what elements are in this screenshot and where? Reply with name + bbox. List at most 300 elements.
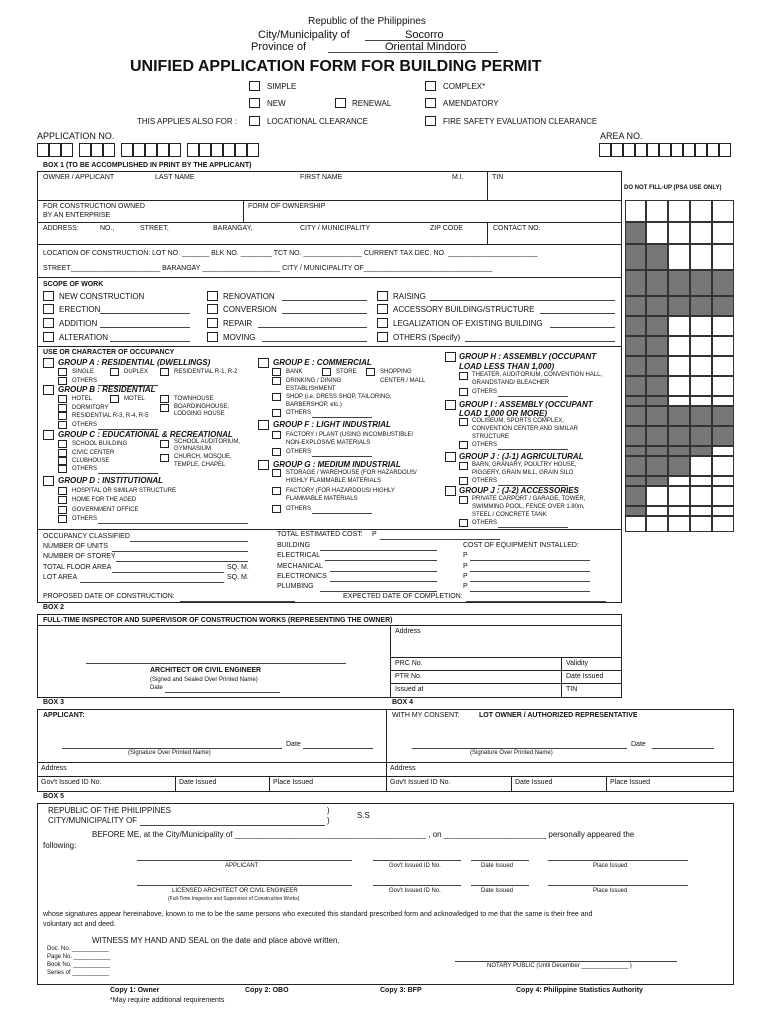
duplex-label: DUPLEX	[124, 369, 149, 375]
application-no-cell[interactable]	[103, 143, 115, 157]
psa-grid-cell	[690, 222, 712, 244]
amendatory-label: AMENDATORY	[443, 99, 499, 108]
box3-address-label: Address	[41, 765, 67, 772]
construction-owned-label: FOR CONSTRUCTION OWNED	[43, 203, 145, 210]
copy1: Copy 1: Owner	[110, 987, 160, 994]
whose-text-2: voluntary act and deed.	[43, 921, 116, 928]
area-no-cell[interactable]	[599, 143, 611, 157]
others-scope-label: OTHERS (Specify)	[393, 333, 461, 342]
equip-plumbing-p: P	[463, 583, 468, 590]
page-no[interactable]: Page No. ___________	[47, 954, 111, 960]
psa-grid-cell	[712, 506, 734, 516]
group-j2-label: GROUP J : (J-2) ACCESSORIES	[459, 486, 579, 495]
residential-r3-label: RESIDENTIAL R-3, R-4, R-5	[72, 413, 149, 419]
barangay-label: BARANGAY,	[213, 225, 253, 232]
complex-checkbox[interactable]	[425, 81, 436, 91]
lodging-label: LODGING HOUSE	[174, 411, 225, 417]
box3-place-issued-label: Place Issued	[273, 779, 314, 786]
alteration-label: ALTERATION	[59, 333, 109, 342]
psa-grid-cell	[625, 506, 646, 516]
psa-grid-cell	[646, 446, 668, 456]
psa-grid-cell	[690, 336, 712, 356]
alteration-checkbox[interactable]	[43, 332, 54, 342]
signed-label: (Signed and Sealed Over Printed Name)	[150, 677, 258, 683]
province-value[interactable]: Oriental Mindoro	[385, 41, 467, 53]
church-checkbox[interactable]	[160, 454, 169, 462]
addr-no-label: NO.,	[100, 225, 115, 232]
box3-gov-id-label: Gov't Issued ID No.	[41, 779, 102, 786]
group-i-checkbox[interactable]	[445, 400, 456, 410]
application-no-cell[interactable]	[157, 143, 169, 157]
psa-grid-cell	[625, 476, 646, 486]
box3-date-label: Date	[286, 741, 301, 748]
applies-also-label: THIS APPLIES ALSO FOR :	[137, 117, 238, 126]
psa-grid-cell	[625, 456, 646, 476]
form-ownership-label: FORM OF OWNERSHIP	[248, 203, 326, 210]
others-g-checkbox[interactable]	[272, 505, 281, 513]
equipment-cost-label: COST OF EQUIPMENT INSTALLED:	[463, 542, 579, 549]
psa-grid-cell	[646, 356, 668, 376]
dormitory-label: DORMITORY	[72, 405, 109, 411]
carport-label: PRIVATE CARPORT / GARAGE, TOWER,	[472, 496, 586, 502]
electrical-label: ELECTRICAL	[277, 552, 321, 559]
others-e-checkbox[interactable]	[272, 409, 281, 417]
conversion-label: CONVERSION	[223, 305, 277, 314]
psa-grid-cell	[625, 426, 646, 446]
application-no-cell[interactable]	[169, 143, 181, 157]
bank-checkbox[interactable]	[272, 368, 281, 376]
psa-grid-cell	[625, 406, 646, 426]
legalization-checkbox[interactable]	[377, 318, 388, 328]
complex-label: COMPLEX*	[443, 82, 486, 91]
box2-date-issued-label: Date Issued	[566, 673, 604, 680]
townhouse-label: TOWNHOUSE	[174, 396, 214, 402]
proposed-date-label: PROPOSED DATE OF CONSTRUCTION:	[43, 593, 175, 600]
box4-gov-id-label: Gov't Issued ID No.	[390, 779, 451, 786]
non-explosive-label: NON-EXPLOSIVE MATERIALS	[286, 440, 371, 446]
psa-grid-cell	[625, 376, 646, 396]
center-mall-label: CENTER / MALL	[380, 378, 426, 384]
group-j1-checkbox[interactable]	[445, 452, 456, 462]
area-no-cell[interactable]	[647, 143, 659, 157]
school-checkbox[interactable]	[58, 440, 67, 448]
box4-place-issued-label: Place Issued	[610, 779, 651, 786]
church-label: CHURCH, MOSQUE,	[174, 454, 232, 460]
lot-area-unit: SQ. M.	[227, 574, 249, 581]
load-1000-label: LOAD LESS THAN 1,000)	[459, 362, 555, 371]
series-of[interactable]: Series of ___________	[47, 970, 110, 976]
occupancy-classified-label: OCCUPANCY CLASSIFIED	[43, 533, 130, 540]
psa-grid-cell	[625, 244, 646, 270]
temple-label: TEMPLE, CHAPEL	[174, 462, 226, 468]
psa-grid-cell	[690, 516, 712, 532]
box5-title: BOX 5	[43, 793, 65, 800]
equip-mechanical-p: P	[463, 573, 468, 580]
area-no-cell[interactable]	[707, 143, 719, 157]
repair-label: REPAIR	[223, 319, 253, 328]
psa-grid-cell	[625, 486, 646, 506]
single-checkbox[interactable]	[58, 368, 67, 376]
application-no-cell[interactable]	[61, 143, 73, 157]
address-label: ADDRESS:	[43, 225, 79, 232]
box2-frame	[37, 614, 622, 698]
amendatory-checkbox[interactable]	[425, 98, 436, 108]
gov-office-checkbox[interactable]	[58, 506, 67, 514]
psa-grid-cell	[690, 486, 712, 506]
equip-building-p: P	[463, 552, 468, 559]
occupancy-title: USE OR CHARACTER OF OCCUPANCY	[43, 349, 175, 356]
group-c-label: GROUP C : EDUCATIONAL & RECREATIONAL	[58, 430, 233, 439]
psa-grid-cell	[690, 476, 712, 486]
motel-label: MOTEL	[124, 396, 145, 402]
others-b-checkbox[interactable]	[58, 421, 67, 429]
factory-g-label: FACTORY (FOR HAZARDOUS/ HIGHLY	[286, 488, 395, 494]
mi-label: M.I.	[452, 174, 464, 181]
storage-checkbox[interactable]	[272, 469, 281, 477]
city-muni-label: CITY / MUNICIPALITY	[300, 225, 371, 232]
others-c-checkbox[interactable]	[58, 465, 67, 473]
storey-label: NUMBER OF STOREY	[43, 553, 116, 560]
group-d-checkbox[interactable]	[43, 476, 54, 486]
group-f-checkbox[interactable]	[258, 420, 269, 430]
box3-title: BOX 3	[43, 699, 65, 706]
group-a-checkbox[interactable]	[43, 358, 54, 368]
psa-grid-cell	[668, 270, 690, 296]
others-a-label: OTHERS	[72, 378, 98, 384]
others-a-checkbox[interactable]	[58, 377, 67, 385]
group-b-checkbox[interactable]	[43, 385, 54, 395]
psa-grid-cell	[646, 516, 668, 532]
others-j1-checkbox[interactable]	[459, 477, 468, 485]
store-label: STORE	[336, 369, 357, 375]
boardinghouse-checkbox[interactable]	[160, 404, 169, 412]
psa-grid-cell	[625, 222, 646, 244]
psa-grid-cell	[646, 222, 668, 244]
psa-grid-cell	[690, 296, 712, 316]
expected-date-label: EXPECTED DATE OF COMPLETION:	[343, 593, 463, 600]
application-no-cell[interactable]	[91, 143, 103, 157]
total-cost-label: TOTAL ESTIMATED COST:	[277, 531, 363, 538]
others-j2-checkbox[interactable]	[459, 519, 468, 527]
renewal-checkbox[interactable]	[335, 98, 346, 108]
bracket-1: )	[327, 806, 330, 815]
factory-g-checkbox[interactable]	[272, 487, 281, 495]
coliseum-checkbox[interactable]	[459, 418, 468, 426]
hotel-checkbox[interactable]	[58, 395, 67, 403]
psa-grid-cell	[646, 336, 668, 356]
others-scope-checkbox[interactable]	[377, 332, 388, 342]
box2-title: BOX 2	[43, 604, 65, 611]
application-no-cell[interactable]	[211, 143, 223, 157]
store-checkbox[interactable]	[322, 368, 331, 376]
psa-grid-cell	[712, 222, 734, 244]
electronics-label: ELECTRONICS	[277, 573, 327, 580]
renewal-label: RENEWAL	[352, 99, 392, 108]
group-h-label: GROUP H : ASSEMBLY (OCCUPANT	[459, 352, 597, 361]
erection-checkbox[interactable]	[43, 304, 54, 314]
psa-grid-cell	[668, 316, 690, 336]
moving-checkbox[interactable]	[207, 332, 218, 342]
hotel-label: HOTEL	[72, 396, 93, 402]
floor-area-label: TOTAL FLOOR AREA	[43, 564, 112, 571]
psa-grid-cell	[668, 406, 690, 426]
psa-grid-cell	[646, 476, 668, 486]
psa-note: DO NOT FILL-UP (PSA USE ONLY)	[624, 185, 722, 191]
units-label: NUMBER OF UNITS	[43, 543, 108, 550]
fulltime-label: (Full-Time Inspector and Supervisor of Construction Works)	[168, 896, 300, 902]
box5-applicant-label: APPLICANT	[225, 863, 259, 869]
psa-grid-cell	[690, 396, 712, 406]
auditorium-label: SCHOOL AUDITORIUM,	[174, 439, 241, 445]
copy2: Copy 2: OBO	[245, 987, 289, 994]
renovation-label: RENOVATION	[223, 292, 275, 301]
hospital-checkbox[interactable]	[58, 487, 67, 495]
psa-grid-cell	[646, 456, 668, 476]
home-aged-checkbox[interactable]	[58, 496, 67, 504]
group-h-checkbox[interactable]	[445, 352, 456, 362]
before-me-text: BEFORE ME, at the City/Municipality of ___________________________________________ , on _______________________ personally appeared the	[92, 830, 635, 839]
drinking-checkbox[interactable]	[272, 377, 281, 385]
renovation-checkbox[interactable]	[207, 291, 218, 301]
street-line[interactable]: STREET_______________________ BARANGAY ____________________ CITY / MUNICIPALITY OF_________________________________	[43, 265, 493, 272]
accessory-checkbox[interactable]	[377, 304, 388, 314]
issued-at-label: Issued at	[395, 686, 424, 693]
psa-grid-cell	[690, 426, 712, 446]
shopping-checkbox[interactable]	[366, 368, 375, 376]
total-cost-peso: P	[372, 531, 377, 538]
others-f-label: OTHERS	[286, 449, 312, 455]
consent-label: WITH MY CONSENT:	[392, 712, 460, 719]
swimming-label: SWIMMING POOL, FENCE OVER 1.80m,	[472, 504, 585, 510]
grandstand-label: GRANDSTAND/ BLEACHER	[472, 380, 550, 386]
addition-label: ADDITION	[59, 319, 98, 328]
fire-safety-checkbox[interactable]	[425, 116, 436, 126]
location-line[interactable]: LOCATION OF CONSTRUCTION: LOT NO. _______ BLK NO. ________ TCT NO. _______________ CURRENT TAX DEC. NO. _______________________	[43, 250, 538, 257]
psa-grid-cell	[712, 270, 734, 296]
psa-grid-cell	[646, 316, 668, 336]
hospital-label: HOSPITAL OR SIMILAR STRUCTURE	[72, 488, 177, 494]
residential-r3-checkbox[interactable]	[58, 412, 67, 420]
area-no-label: AREA NO.	[600, 131, 643, 141]
building-label: BUILDING	[277, 542, 311, 549]
barn-label: BARN, GRANARY, POULTRY HOUSE,	[472, 462, 577, 468]
psa-grid-cell	[625, 516, 646, 532]
application-no-cell[interactable]	[37, 143, 49, 157]
storage-label: STORAGE / WAREHOUSE (FOR HAZARDOUS/	[286, 470, 417, 476]
psa-grid-cell	[668, 376, 690, 396]
psa-grid-cell	[668, 446, 690, 456]
area-no-cell[interactable]	[635, 143, 647, 157]
new-construction-label: NEW CONSTRUCTION	[59, 292, 145, 301]
psa-grid-cell	[668, 336, 690, 356]
others-d-checkbox[interactable]	[58, 515, 67, 523]
carport-checkbox[interactable]	[459, 496, 468, 504]
floor-area-unit: SQ. M.	[227, 564, 249, 571]
home-aged-label: HOME FOR THE AGED	[72, 497, 137, 503]
auditorium-checkbox[interactable]	[160, 440, 169, 448]
psa-grid-cell	[646, 244, 668, 270]
owner-applicant-label: OWNER / APPLICANT	[43, 174, 115, 181]
barn-checkbox[interactable]	[459, 462, 468, 470]
motel-checkbox[interactable]	[110, 395, 119, 403]
addition-checkbox[interactable]	[43, 318, 54, 328]
new-label: NEW	[267, 99, 286, 108]
psa-grid-cell	[690, 244, 712, 270]
group-g-checkbox[interactable]	[258, 460, 269, 470]
others-f-checkbox[interactable]	[272, 448, 281, 456]
repair-checkbox[interactable]	[207, 318, 218, 328]
psa-grid-cell	[690, 200, 712, 222]
shop-label: SHOP (i.e. DRESS SHOP, TAILORING,	[286, 394, 392, 400]
duplex-checkbox[interactable]	[110, 368, 119, 376]
psa-grid-cell	[712, 336, 734, 356]
group-c-checkbox[interactable]	[43, 430, 54, 440]
witness-text: WITNESS MY HAND AND SEAL on the date and place above written.	[92, 936, 340, 945]
psa-grid-cell	[712, 516, 734, 532]
highly-flammable-label: HIGHLY FLAMMABLE MATERIALS	[286, 478, 382, 484]
last-name-label: LAST NAME	[155, 174, 195, 181]
piggery-label: PIGGERY, GRAIN MILL, GRAIN SILO	[472, 470, 574, 476]
others-i-label: OTHERS	[472, 442, 498, 448]
residential-r1-checkbox[interactable]	[160, 368, 169, 376]
new-construction-checkbox[interactable]	[43, 291, 54, 301]
applicant-label: APPLICANT:	[43, 712, 85, 719]
first-name-label: FIRST NAME	[300, 174, 343, 181]
psa-grid-cell	[668, 456, 690, 476]
townhouse-checkbox[interactable]	[160, 395, 169, 403]
steel-label: STEEL / CONCRETE TANK	[472, 512, 547, 518]
psa-grid-cell	[625, 446, 646, 456]
clubhouse-label: CLUBHOUSE	[72, 458, 110, 464]
group-i-label: GROUP I : ASSEMBLY (OCCUPANT	[459, 400, 593, 409]
simple-label: SIMPLE	[267, 82, 297, 91]
application-no-cell[interactable]	[79, 143, 91, 157]
area-no-cell[interactable]	[695, 143, 707, 157]
civic-label: CIVIC CENTER	[72, 450, 115, 456]
application-no-label: APPLICATION NO.	[37, 131, 115, 141]
box3-date-issued-label: Date Issued	[179, 779, 217, 786]
theater-checkbox[interactable]	[459, 372, 468, 380]
box5-gov-id-label-1: Gov't Issued ID No.	[389, 863, 441, 869]
psa-grid-cell	[712, 456, 734, 476]
box5-city: CITY/MUNICIPALITY OF	[48, 816, 138, 825]
others-i-checkbox[interactable]	[459, 441, 468, 449]
group-e-checkbox[interactable]	[258, 358, 269, 368]
drinking-label: DRINKING / DINING	[286, 378, 342, 384]
theater-label: THEATER, AUDITORIUM, CONVENTION HALL,	[472, 372, 603, 378]
city-value[interactable]: Socorro	[405, 29, 444, 41]
box2-date-label: Date	[150, 685, 163, 691]
area-no-cell[interactable]	[671, 143, 683, 157]
application-no-cell[interactable]	[133, 143, 145, 157]
area-no-cell[interactable]	[623, 143, 635, 157]
new-checkbox[interactable]	[249, 98, 260, 108]
clubhouse-checkbox[interactable]	[58, 457, 67, 465]
city-label: City/Municipality of	[258, 29, 350, 41]
shop-checkbox[interactable]	[272, 393, 281, 401]
psa-grid-cell	[625, 396, 646, 406]
others-j1-label: OTHERS	[472, 478, 498, 484]
psa-grid-cell	[668, 356, 690, 376]
bank-label: BANK	[286, 369, 303, 375]
doc-no[interactable]: Doc. No. ___________	[47, 946, 109, 952]
others-j2-label: OTHERS	[472, 520, 498, 526]
psa-grid-cell	[712, 406, 734, 426]
psa-grid-cell	[712, 376, 734, 396]
psa-grid-cell	[690, 356, 712, 376]
factory-f-checkbox[interactable]	[272, 431, 281, 439]
street-label: STREET,	[140, 225, 169, 232]
psa-grid-cell	[646, 396, 668, 406]
area-no-cell[interactable]	[611, 143, 623, 157]
application-no-cell[interactable]	[235, 143, 247, 157]
raising-label: RAISING	[393, 292, 426, 301]
group-j2-checkbox[interactable]	[445, 486, 456, 496]
others-b-label: OTHERS	[72, 422, 98, 428]
accessory-label: ACCESSORY BUILDING/STRUCTURE	[393, 305, 535, 314]
boardinghouse-label: BOARDINGHOUSE,	[174, 404, 230, 410]
application-no-cell[interactable]	[247, 143, 259, 157]
area-no-cell[interactable]	[719, 143, 731, 157]
psa-grid-cell	[668, 426, 690, 446]
psa-grid-cell	[712, 396, 734, 406]
application-no-cell[interactable]	[121, 143, 133, 157]
psa-grid-cell	[646, 406, 668, 426]
psa-grid-cell	[668, 222, 690, 244]
area-no-cell[interactable]	[683, 143, 695, 157]
box1-title: BOX 1 (TO BE ACCOMPLISHED IN PRINT BY THE APPLICANT)	[43, 162, 252, 169]
psa-grid-cell	[668, 396, 690, 406]
architect-label: ARCHITECT OR CIVIL ENGINEER	[150, 667, 262, 674]
box5-place-issued-label-1: Place Issued	[593, 863, 628, 869]
psa-grid-cell	[625, 316, 646, 336]
book-no[interactable]: Book No. ___________	[47, 962, 111, 968]
flammable-label: FLAMMABLE MATERIALS	[286, 496, 358, 502]
dormitory-checkbox[interactable]	[58, 404, 67, 412]
group-b-label: GROUP B : RESIDENTIAL	[58, 385, 156, 394]
application-no-cell[interactable]	[145, 143, 157, 157]
psa-grid-cell	[712, 296, 734, 316]
box4-title: BOX 4	[392, 699, 414, 706]
application-no-cell[interactable]	[187, 143, 199, 157]
simple-checkbox[interactable]	[249, 81, 260, 91]
zip-label: ZIP CODE	[430, 225, 463, 232]
box5-date-issued-label-2: Date Issued	[481, 888, 514, 894]
fire-safety-label: FIRE SAFETY EVALUATION CLEARANCE	[443, 117, 598, 126]
form-title: UNIFIED APPLICATION FORM FOR BUILDING PERMIT	[130, 58, 542, 75]
box4-date-issued-label: Date Issued	[515, 779, 553, 786]
structure-label: STRUCTURE	[472, 434, 509, 440]
conversion-checkbox[interactable]	[207, 304, 218, 314]
legalization-label: LEGALIZATION OF EXISTING BUILDING	[393, 319, 543, 328]
application-no-cell[interactable]	[223, 143, 235, 157]
establishment-label: ESTABLISHMENT	[286, 386, 336, 392]
application-no-cell[interactable]	[199, 143, 211, 157]
psa-grid-cell	[712, 486, 734, 506]
psa-grid-cell	[625, 296, 646, 316]
group-e-label: GROUP E : COMMERCIAL	[273, 358, 372, 367]
application-no-cell[interactable]	[49, 143, 61, 157]
psa-grid-cell	[646, 376, 668, 396]
civic-checkbox[interactable]	[58, 449, 67, 457]
group-d-label: GROUP D : INSTITUTIONAL	[58, 476, 164, 485]
box3-sig-label: (Signature Over Printed Name)	[128, 750, 211, 756]
raising-checkbox[interactable]	[377, 291, 388, 301]
locational-checkbox[interactable]	[249, 116, 260, 126]
area-no-cell[interactable]	[659, 143, 671, 157]
box4-sig-label: (Signature Over Printed Name)	[470, 750, 553, 756]
others-h-checkbox[interactable]	[459, 388, 468, 396]
